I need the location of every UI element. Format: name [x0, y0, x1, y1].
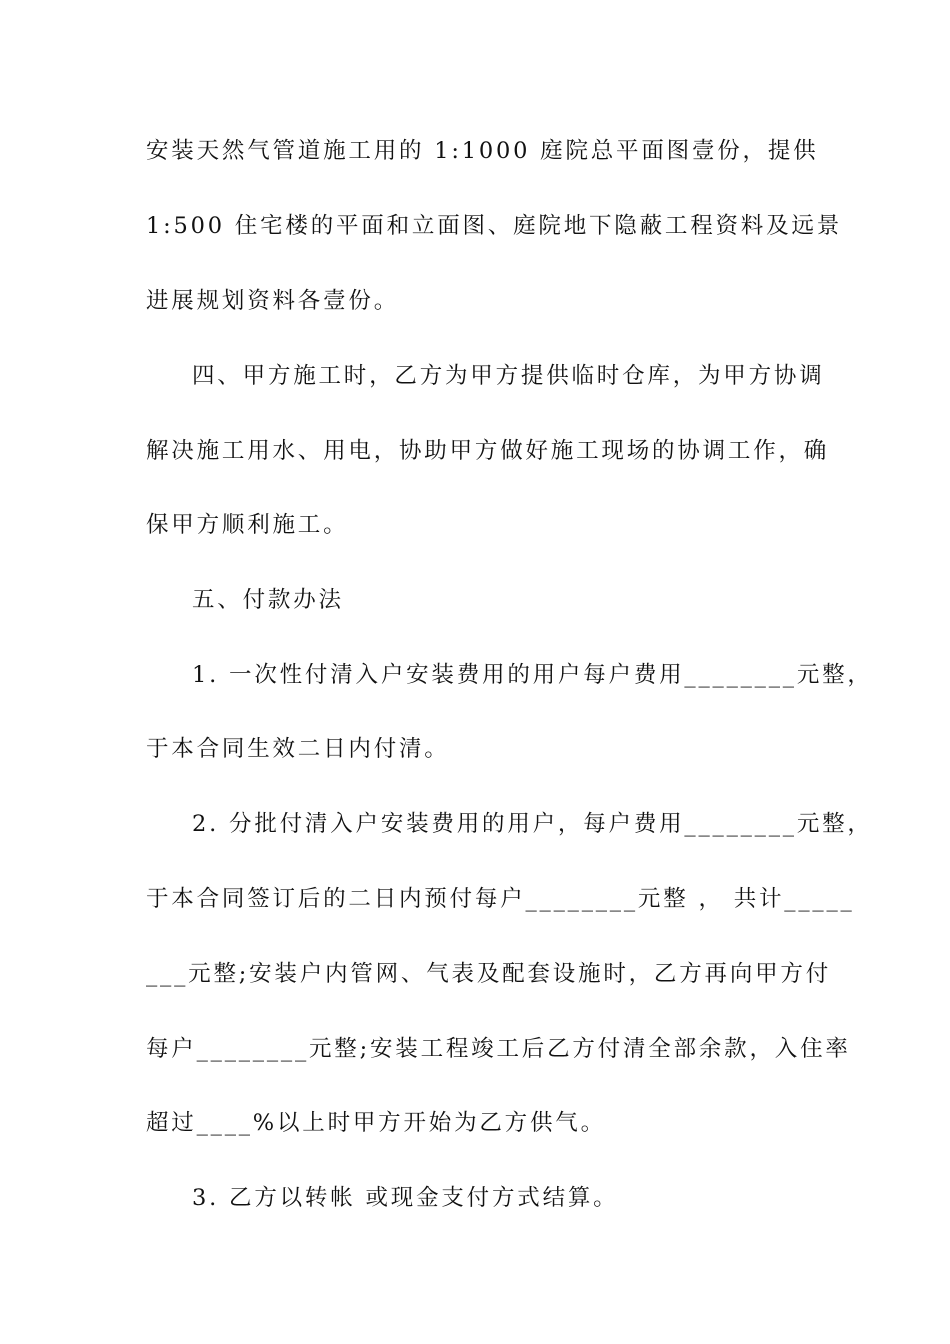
- paragraph-line: 1:500 住宅楼的平面和立面图、庭院地下隐蔽工程资料及远景: [146, 213, 842, 239]
- paragraph-line: 每户________元整;安装工程竣工后乙方付清全部余款，入住率: [146, 1036, 851, 1062]
- clause-line: 1. 一次性付清入户安装费用的用户每户费用________元整，: [192, 662, 873, 688]
- clause-line: 3. 乙方以转帐 或现金支付方式结算。: [192, 1185, 619, 1211]
- paragraph-line: 于本合同生效二日内付清。: [146, 736, 450, 762]
- paragraph-line: 安装天然气管道施工用的 1:1000 庭院总平面图壹份，提供: [146, 138, 819, 164]
- paragraph-line: 进展规划资料各壹份。: [146, 288, 400, 314]
- section-heading-line: 四、甲方施工时，乙方为甲方提供临时仓库，为甲方协调: [192, 363, 825, 389]
- section-heading: 五、付款办法: [192, 587, 344, 613]
- paragraph-line: 于本合同签订后的二日内预付每户________元整 ， 共计_____: [146, 886, 855, 912]
- paragraph-line: 保甲方顺利施工。: [146, 512, 349, 538]
- paragraph-line: ___元整;安装户内管网、气表及配套设施时，乙方再向甲方付: [146, 961, 832, 987]
- paragraph-line: 解决施工用水、用电，协助甲方做好施工现场的协调工作，确: [146, 438, 830, 464]
- clause-line: 2. 分批付清入户安装费用的用户，每户费用________元整，: [192, 811, 873, 837]
- paragraph-line: 超过____%以上时甲方开始为乙方供气。: [146, 1110, 606, 1136]
